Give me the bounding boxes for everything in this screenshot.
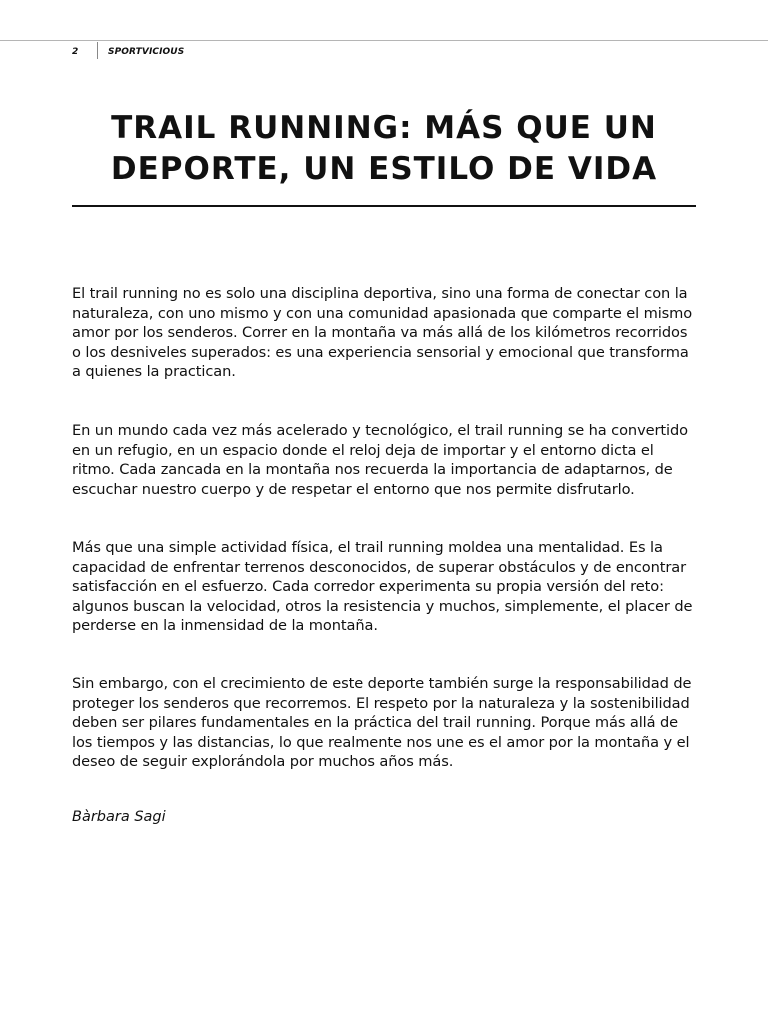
article-paragraph-2: En un mundo cada vez más acelerado y tecnológico, el trail running se ha convertido en un refugio, en un espacio donde el reloj deja de importar y el entorno dicta el ritmo. Cada zancada en la montaña nos recuerda la importancia de adaptarnos, de escuchar nuestro cuerpo y de respetar el entorno que nos permite disfrutarlo. bbox=[72, 422, 688, 498]
page-number: 2 bbox=[72, 47, 79, 57]
running-header bbox=[0, 40, 768, 63]
headline-block bbox=[72, 107, 696, 207]
magazine-name: SPORTVICIOUS bbox=[108, 47, 185, 57]
article-title-line-2: DEPORTE, UN ESTILO DE VIDA bbox=[110, 151, 658, 187]
article-title-line-1: TRAIL RUNNING: MÁS QUE UN bbox=[111, 110, 657, 146]
article-paragraph-4: Sin embargo, con el crecimiento de este deporte también surge la responsabilidad de proteger los senderos que recorremos. El respeto por la naturaleza y la sostenibilidad deben ser pilares fundamentales en la práctica del trail running. Porque más allá de los tiempos y las distancias, lo que realmente nos une es el amor por la montaña y el deseo de seguir explorándola por muchos años más. bbox=[72, 675, 692, 770]
article-paragraph-3: Más que una simple actividad física, el trail running moldea una mentalidad. Es la capacidad de enfrentar terrenos desconocidos, de superar obstáculos y de encontrar satisfacción en el esfuerzo. Cada corredor experimenta su propia versión del reto: algunos buscan la velocidad, otros la resistencia y muchos, simplemente, el placer de perderse en la inmensidad de la montaña. bbox=[72, 539, 693, 634]
article-title bbox=[72, 107, 696, 190]
article-author: Bàrbara Sagi bbox=[72, 809, 166, 825]
article-paragraph-1: El trail running no es solo una disciplina deportiva, sino una forma de conectar con la naturaleza, con uno mismo y con una comunidad apasionada que comparte el mismo amor por los senderos. Correr en la montaña va más allá de los kilómetros recorridos o los desniveles superados: es una experiencia sensorial y emocional que transforma a quienes la practican. bbox=[72, 285, 693, 380]
header-divider bbox=[97, 42, 98, 59]
